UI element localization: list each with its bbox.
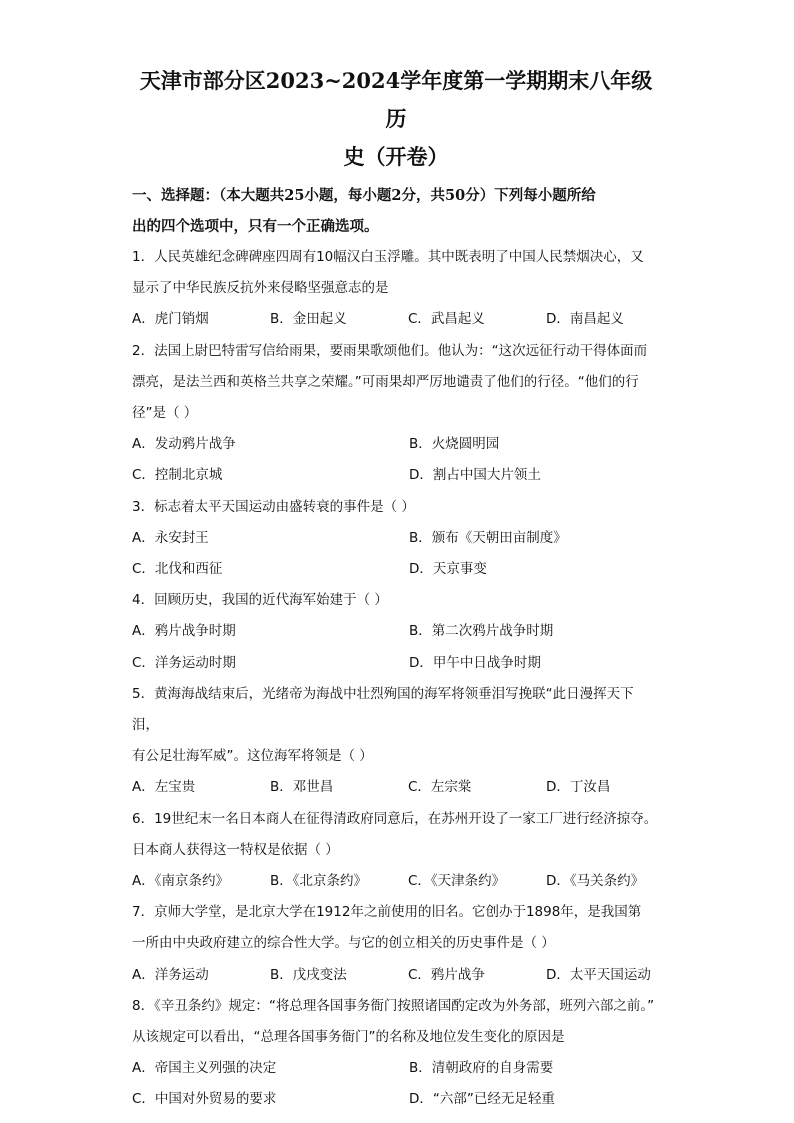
question-8 [132,991,660,1116]
question-stem-line: 径”是（ ） [132,405,198,422]
option-b: B．《北京条约》 [270,873,368,890]
options-row [132,772,660,803]
question-stem-line: 有公足壮海军威”。这位海军将领是（ ） [132,748,373,765]
question-1 [132,242,660,336]
option-b: B．戊戌变法 [270,966,347,983]
exam-title-line1: 天津市部分区2023~2024学年度第一学期期末八年级历 [139,68,653,131]
options-row [132,616,660,647]
question-stem-line: 显示了中华民族反抗外来侵略坚强意志的是 [132,280,389,297]
question-4 [132,585,660,679]
question-6 [132,804,660,898]
option-c: C．控制北京城 [132,467,223,484]
option-d: D．《马关条约》 [546,873,645,890]
question-stem-line: 5．黄海海战结束后，光绪帝为海战中壮烈殉国的海军将领垂泪写挽联“此日漫挥天下泪， [132,685,634,734]
question-stem-line: 从该规定可以看出，“总理各国事务衙门”的名称及地位发生变化的原因是 [132,1029,565,1046]
options-row [132,866,660,897]
options-row [132,1084,660,1115]
options-row [132,960,660,991]
option-c: C．北伐和西征 [132,561,223,578]
options-row [132,429,660,460]
options-row [132,554,660,585]
options-row [132,1053,660,1084]
question-stem-line: 4．回顾历史，我国的近代海军始建于（ ） [132,592,388,609]
option-b: B．清朝政府的自身需要 [409,1060,554,1077]
question-stem-line: 一所由中央政府建立的综合性大学。与它的创立相关的历史事件是（ ） [132,935,555,952]
option-c: C．鸦片战争 [408,966,485,983]
option-d: D．丁汝昌 [546,779,611,796]
option-c: C．左宗棠 [408,779,472,796]
question-stem-line: 日本商人获得这一特权是依据（ ） [132,841,339,858]
option-b: B．火烧圆明园 [409,436,500,453]
option-b: B．颁布《天朝田亩制度》 [409,529,567,546]
option-d: D．太平天国运动 [546,966,651,983]
option-d: D．割占中国大片领土 [409,467,541,484]
question-stem-line: 6．19世纪末一名日本商人在征得清政府同意后，在苏州开设了一家工厂进行经济掠夺。 [132,810,658,827]
question-stem-line: 2．法国上尉巴特雷写信给雨果，要雨果歌颂他们。他认为：“这次远征行动干得体面而 [132,342,648,359]
question-3 [132,492,660,586]
question-stem-line: 3．标志着太平天国运动由盛转衰的事件是（ ） [132,498,415,515]
option-a: A．虎门销烟 [132,311,209,328]
option-d: D．南昌起义 [546,311,624,328]
option-a: A．发动鸦片战争 [132,436,236,453]
option-a: A．《南京条约》 [132,873,229,890]
options-row [132,648,660,679]
option-b: B．邓世昌 [270,779,334,796]
option-c: C．《天津条约》 [408,873,506,890]
option-b: B．金田起义 [270,311,347,328]
section-heading-line2: 出的四个选项中，只有一个正确选项。 [132,218,379,235]
exam-title-line2: 史（开卷） [343,144,449,169]
options-row [132,523,660,554]
question-stem-line: 漂亮，是法兰西和英格兰共享之荣耀。”可雨果却严厉地谴责了他们的行径。“他们的行 [132,373,639,390]
option-c: C．中国对外贸易的要求 [132,1091,277,1108]
options-row [132,460,660,491]
option-a: A．左宝贵 [132,779,196,796]
question-stem-line: 8．《辛丑条约》规定：“将总理各国事务衙门按照诸国酌定改为外务部，班列六部之前。” [132,997,655,1014]
question-2 [132,336,660,492]
section-heading-line1: 一、选择题：（本大题共25小题，每小题2分，共50分）下列每小题所给 [132,187,596,204]
option-a: A．鸦片战争时期 [132,623,236,640]
question-stem-line: 1．人民英雄纪念碑碑座四周有10幅汉白玉浮雕。其中既表明了中国人民禁烟决心，又 [132,249,644,265]
option-a: A．帝国主义列强的决定 [132,1060,277,1077]
option-d: D．甲午中日战争时期 [409,654,541,671]
question-5 [132,679,660,804]
option-c: C．武昌起义 [408,311,485,328]
option-a: A．洋务运动 [132,966,209,983]
options-row [132,304,660,335]
question-7 [132,897,660,991]
option-c: C．洋务运动时期 [132,654,236,671]
option-a: A．永安封王 [132,529,209,546]
option-b: B．第二次鸦片战争时期 [409,623,554,640]
option-d: D．天京事变 [409,561,487,578]
question-stem-line: 7．京师大学堂，是北京大学在1912年之前使用的旧名。它创办于1898年，是我国第 [132,904,642,921]
option-d: D．“六部”已经无足轻重 [409,1091,555,1108]
